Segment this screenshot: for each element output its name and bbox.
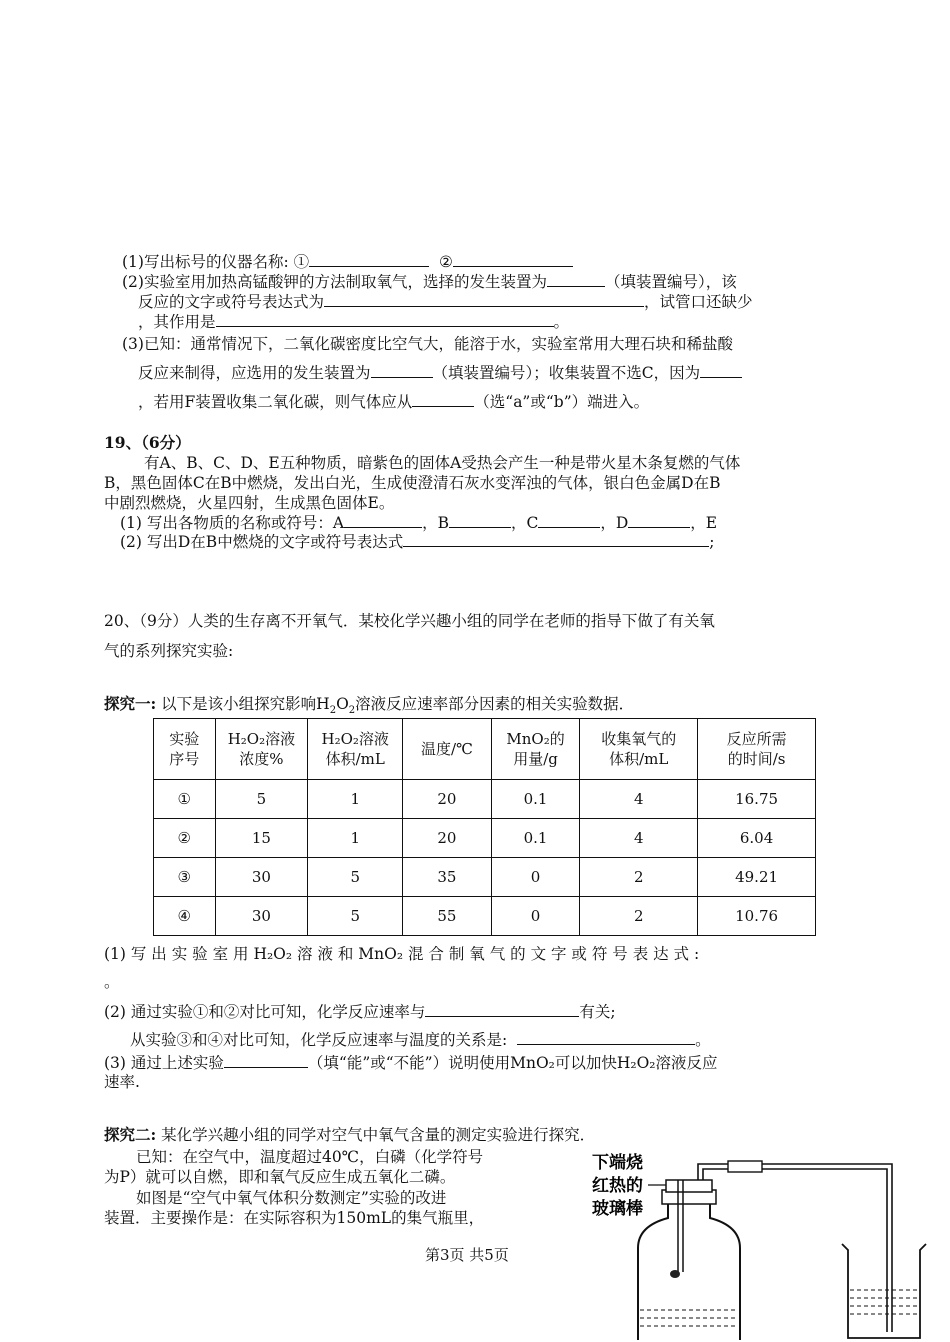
table-header-cell (698, 719, 816, 780)
figure-label-2: 红热的 (592, 1176, 643, 1195)
table-row (154, 858, 816, 897)
table-cell: 0 (491, 858, 580, 897)
table-cell: 6.04 (698, 819, 816, 858)
table-cell: ④ (154, 897, 216, 936)
table-cell: 1 (308, 819, 403, 858)
table-header-text: 用量/g (513, 750, 558, 768)
q20-part2a: (2) 通过实验①和②对比可知，化学反应速率与 有关; (104, 1003, 616, 1021)
explore2-line3: 如图是“空气中氧气体积分数测定”实验的改进 (136, 1189, 447, 1207)
table-header-text: 体积/mL (325, 750, 385, 768)
answer-blank[interactable] (425, 1001, 579, 1017)
q19-line3: 中剧烈燃烧，火星四射，生成黑色固体E。 (104, 494, 395, 512)
beaker (842, 1244, 926, 1338)
delivery-tube (698, 1164, 892, 1332)
q18-part3a: (3)已知：通常情况下，二氧化碳密度比空气大，能溶于水，实验室常用大理石块和稀盐酸 (122, 335, 733, 353)
q19-heading: 19、（6分） (104, 433, 191, 452)
table-header-cell (491, 719, 580, 780)
table-header-text: 温度/℃ (421, 740, 473, 758)
table-header-text: MnO₂的 (506, 730, 565, 748)
table-cell: 20 (403, 819, 492, 858)
table-cell: 0.1 (491, 780, 580, 819)
answer-blank[interactable] (449, 512, 511, 528)
table-cell: 1 (308, 780, 403, 819)
table-cell: 10.76 (698, 897, 816, 936)
q19-part2: (2) 写出D在B中燃烧的文字或符号表达式 ; (120, 533, 715, 551)
phosphorus (670, 1270, 680, 1278)
q18-part2b: 反应的文字或符号表达式为 ，试管口还缺少 (138, 293, 753, 311)
q20-part3a: (3) 通过上述实验 （填“能”或“不能”）说明使用MnO₂可以加快H₂O₂溶液反应 (104, 1054, 718, 1072)
answer-blank[interactable] (216, 311, 554, 327)
q19-part1: (1) 写出各物质的名称或符号：A ，B ，C ，D ，E (120, 514, 718, 532)
table-cell: 5 (308, 858, 403, 897)
figure-label-1: 下端烧 (592, 1153, 643, 1172)
table-header-text: H₂O₂溶液 (321, 730, 389, 748)
table-cell: 2 (580, 897, 698, 936)
q19-line1: 有A、B、C、D、E五种物质，暗紫色的固体A受热会产生一种是带火星木条复燃的气体 (144, 454, 741, 472)
answer-blank[interactable] (344, 512, 422, 528)
table-row (154, 780, 816, 819)
table-header-cell (580, 719, 698, 780)
figure-label-3: 玻璃棒 (592, 1199, 643, 1218)
table-cell: 55 (403, 897, 492, 936)
table-cell: 15 (215, 819, 308, 858)
table-header-cell (403, 719, 492, 780)
q18-part1: (1)写出标号的仪器名称: ① ② (122, 251, 573, 272)
experiment-data-table (153, 718, 816, 936)
table-row (154, 897, 816, 936)
apparatus-figure (590, 1140, 930, 1340)
table-row (154, 819, 816, 858)
q20-part1: (1) 写 出 实 验 室 用 H₂O₂ 溶 液 和 MnO₂ 混 合 制 氧 气 的 文 字 或 符 号 表 达 式 : (104, 945, 700, 963)
table-header-text: H₂O₂溶液 (227, 730, 296, 748)
table-cell: ② (154, 819, 216, 858)
table-header-text: 体积/mL (609, 750, 669, 768)
table-header-cell (308, 719, 403, 780)
table-cell: 5 (308, 897, 403, 936)
explore2-line2: 为P）就可以自燃，即和氧气反应生成五氧化二磷。 (104, 1168, 456, 1186)
q20-line2: 气的系列探究实验: (104, 642, 234, 660)
table-cell: 4 (580, 819, 698, 858)
table-cell: 20 (403, 780, 492, 819)
table-header-text: 序号 (169, 750, 200, 768)
table-header-cell (154, 719, 216, 780)
q18-part3c: ，若用F装置收集二氧化碳，则气体应从 （选“a”或“b”）端进入。 (138, 393, 650, 411)
answer-blank[interactable] (538, 512, 600, 528)
explore1-intro: 探究一: 以下是该小组探究影响$H_2O_2$溶液反应速率部分因素的相关实验数据． (104, 694, 635, 717)
table-cell: 0 (491, 897, 580, 936)
q20-line1: 20、（9分）人类的生存离不开氧气．某校化学兴趣小组的同学在老师的指导下做了有关氧 (104, 612, 715, 630)
table-cell: 35 (403, 858, 492, 897)
q20-part2b: 从实验③和④对比可知，化学反应速率与温度的关系是: 。 (130, 1031, 711, 1049)
table-header-text: 的时间/s (727, 750, 786, 768)
answer-blank[interactable] (453, 251, 573, 267)
answer-blank[interactable] (547, 271, 605, 287)
table-header-cell (215, 719, 308, 780)
q20-part1-end: 。 (104, 973, 120, 991)
explore2-line1: 已知：在空气中，温度超过40℃，白磷（化学符号 (136, 1148, 484, 1166)
table-cell: 2 (580, 858, 698, 897)
table-header-row (154, 719, 816, 780)
q18-part3b: 反应来制得，应选用的发生装置为 （填装置编号）；收集装置不选C，因为 (138, 362, 742, 383)
page-footer: 第3页 共5页 (425, 1246, 509, 1264)
explore2-intro: 探究二: 某化学兴趣小组的同学对空气中氧气含量的测定实验进行探究． (104, 1125, 596, 1144)
tube-clamp (728, 1161, 762, 1172)
table-header-text: 实验 (169, 730, 200, 748)
table-cell: 4 (580, 780, 698, 819)
q19-line2: B，黑色固体C在B中燃烧，发出白光，生成使澄清石灰水变浑浊的气体，银白色金属D在B (104, 474, 721, 492)
q20-part3b: 速率. (104, 1073, 140, 1091)
table-cell: 30 (215, 858, 308, 897)
table-cell: 0.1 (491, 819, 580, 858)
q18-part2c: ，其作用是 。 (138, 313, 570, 331)
answer-blank[interactable] (517, 1029, 695, 1045)
answer-blank[interactable] (309, 251, 429, 267)
table-cell: 16.75 (698, 780, 816, 819)
table-cell: 49.21 (698, 858, 816, 897)
q18-part2a: (2)实验室用加热高锰酸钾的方法制取氧气，选择的发生装置为 （填装置编号），该 (122, 273, 737, 291)
answer-blank[interactable] (371, 362, 433, 378)
table-header-text: 反应所需 (726, 730, 787, 748)
answer-blank[interactable] (412, 391, 474, 407)
table-cell: ③ (154, 858, 216, 897)
answer-blank[interactable] (700, 362, 742, 378)
answer-blank[interactable] (403, 531, 709, 547)
answer-blank[interactable] (324, 291, 644, 307)
answer-blank[interactable] (628, 512, 690, 528)
explore2-line4: 装置．主要操作是：在实际容积为150mL的集气瓶里， (104, 1209, 485, 1227)
table-cell: 5 (215, 780, 308, 819)
table-cell: 30 (215, 897, 308, 936)
answer-blank[interactable] (224, 1052, 308, 1068)
table-cell: ① (154, 780, 216, 819)
table-header-text: 浓度% (239, 750, 284, 768)
gas-bottle (638, 1204, 740, 1340)
table-header-text: 收集氧气的 (601, 730, 677, 748)
